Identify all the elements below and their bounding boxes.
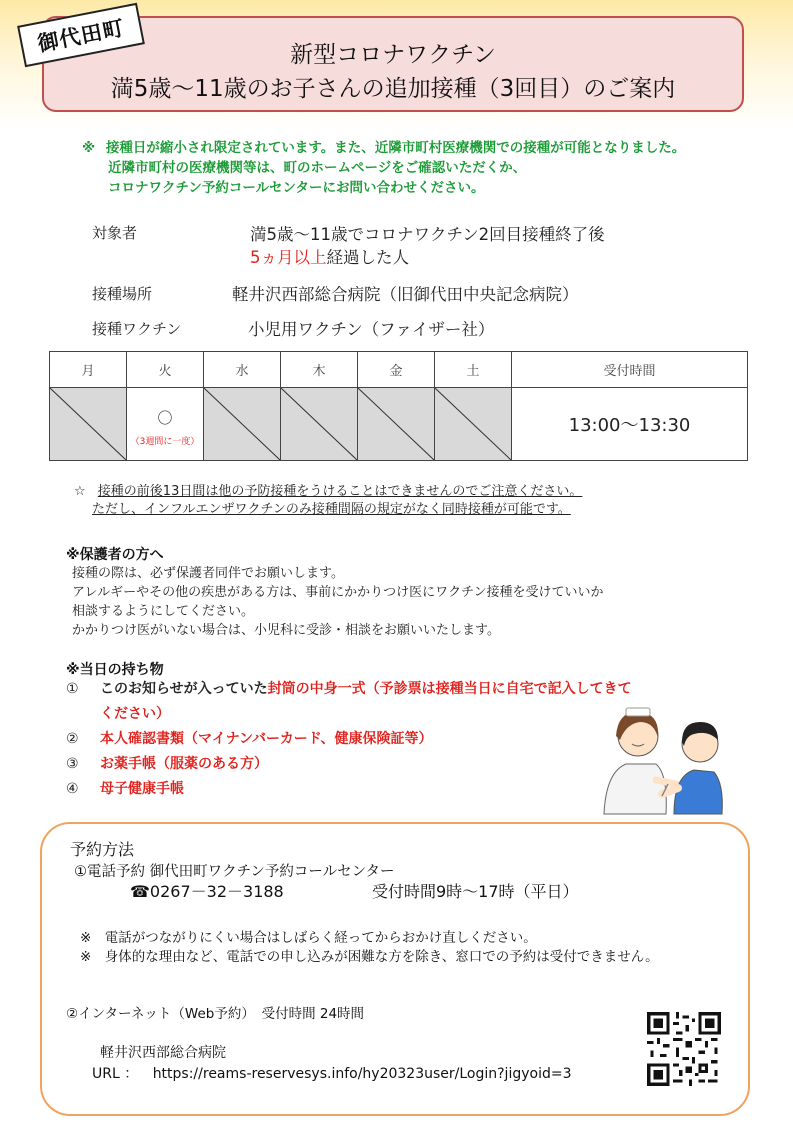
day-wed: 水 (204, 352, 281, 388)
reservation-url[interactable]: https://reams-reservesys.info/hy20323user/Login?jigyoid=3 (152, 1066, 572, 1082)
wed-unavailable-cell (204, 388, 281, 461)
caution-line-1: ☆ 接種の前後13日間は他の予防接種をうけることはできませんのでご注意ください。 (74, 484, 583, 499)
header-subtitle: 満5歳～11歳のお子さんの追加接種（3回目）のご案内 (110, 76, 676, 102)
mon-unavailable-cell (50, 388, 127, 461)
thu-unavailable-cell (281, 388, 358, 461)
guardians-title: ※保護者の方へ (66, 547, 164, 563)
notice-line-3: コロナワクチン予約コールセンターにお問い合わせください。 (108, 180, 485, 196)
available-mark: 〇 (157, 409, 173, 427)
list-item: ください） (100, 706, 170, 722)
town-tag: 御代田町 (17, 3, 145, 68)
phone-heading: ①電話予約 御代田町ワクチン予約コールセンター (74, 864, 395, 880)
day-mon: 月 (50, 352, 127, 388)
list-item: ④ 母子健康手帳 (66, 781, 184, 797)
sat-unavailable-cell (435, 388, 512, 461)
reception-time: 13:00～13:30 (512, 388, 748, 461)
phone-hours: 受付時間9時～17時（平日） (372, 882, 579, 901)
phone-number: ☎0267－32－3188 (130, 882, 284, 901)
tue-available-cell (127, 388, 204, 461)
list-item: ③ お薬手帳（服薬のある方） (66, 756, 268, 772)
list-item: ① このお知らせが入っていた封筒の中身一式（予診票は接種当日に自宅で記入してきて (66, 681, 632, 697)
day-sat: 土 (435, 352, 512, 388)
place-value: 軽井沢西部総合病院（旧御代田中央記念病院） (232, 285, 579, 304)
vaccine-label: 接種ワクチン (92, 320, 182, 338)
schedule-body-row (50, 388, 748, 461)
reception-header: 受付時間 (512, 352, 748, 388)
items-title: ※当日の持ち物 (66, 662, 164, 678)
day-tue: 火 (127, 352, 204, 388)
target-value: 満5歳～11歳でコロナワクチン2回目接種終了後 (250, 225, 605, 244)
url-label: URL ： (92, 1066, 139, 1082)
header-title: 新型コロナワクチン (290, 42, 496, 68)
reservation-note-1: ※ 電話がつながりにくい場合はしばらく経ってからおかけ直しください。 (80, 930, 537, 946)
list-item: ② 本人確認書類（マイナンバーカード、健康保険証等） (66, 731, 433, 747)
schedule-table (49, 351, 748, 461)
star-icon: ☆ (74, 484, 86, 499)
day-thu: 木 (281, 352, 358, 388)
fri-unavailable-cell (358, 388, 435, 461)
schedule-header-row (50, 352, 748, 388)
header-banner (42, 16, 744, 112)
target-duration: 5ヵ月以上経過した人 (250, 248, 409, 267)
notice-line-2: 近隣市町村の医療機関等は、町のホームページをご確認いただくか、 (108, 160, 527, 176)
notice-line-1: ※ 接種日が縮小され限定されています。また、近隣市町村医療機関での接種が可能となりました。 (82, 140, 686, 156)
guardians-line-2: アレルギーやその他の疾患がある方は、事前にかかりつけ医にワクチン接種を受けていいか (72, 585, 604, 600)
guardians-line-1: 接種の際は、必ず保護者同伴でお願いします。 (72, 566, 344, 581)
nurse-vaccination-illustration (596, 692, 726, 820)
day-fri: 金 (358, 352, 435, 388)
guardians-line-4: かかりつけ医がいない場合は、小児科に受診・相談をお願いいたします。 (72, 623, 500, 638)
reservation-note-2: ※ 身体的な理由など、電話での申し込みが困難な方を除き、窓口での予約は受付できません。 (80, 949, 659, 965)
target-duration-emphasis: 5ヵ月以上 (250, 248, 327, 267)
reservation-url-line (92, 1064, 572, 1084)
vaccine-value: 小児用ワクチン（ファイザー社） (248, 320, 495, 339)
place-label: 接種場所 (92, 285, 153, 303)
web-heading: ②インターネット（Web予約） 受付時間 24時間 (66, 1006, 365, 1022)
caution-line-2: ただし、インフルエンザワクチンのみ接種間隔の規定がなく同時接種が可能です。 (92, 502, 571, 517)
qr-code[interactable] (644, 1009, 724, 1089)
frequency-note: （3週間に一度） (130, 437, 200, 447)
web-hospital: 軽井沢西部総合病院 (100, 1045, 226, 1061)
reservation-title: 予約方法 (70, 840, 135, 859)
target-label: 対象者 (92, 224, 138, 242)
guardians-line-3: 相談するようにしてください。 (72, 604, 255, 619)
notice-mark: ※ (82, 140, 96, 156)
